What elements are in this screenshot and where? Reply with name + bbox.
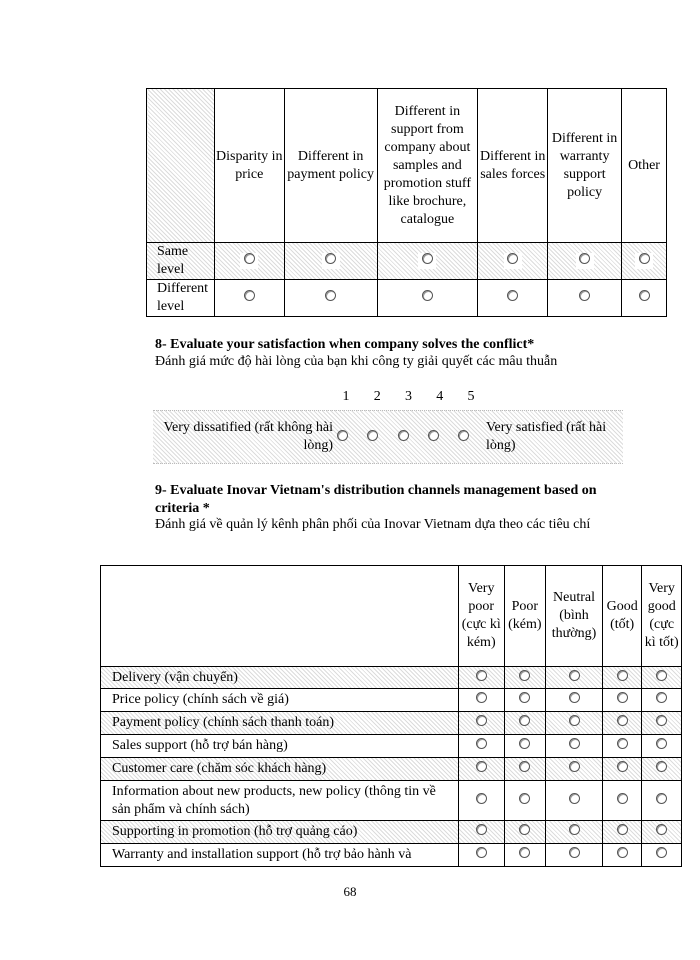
radio-button[interactable] [244,253,255,264]
radio-button[interactable] [569,670,580,681]
scale-label: 5 [467,389,475,404]
radio-button[interactable] [569,738,580,749]
radio-button[interactable] [519,670,530,681]
q8-subtitle: Đánh giá mức độ hài lòng của bạn khi công ty giải quyết các mâu thuẫn [155,354,558,369]
table2-corner [101,566,459,667]
radio-button[interactable] [476,692,487,703]
radio-button[interactable] [476,738,487,749]
radio-button[interactable] [519,847,530,858]
radio-button[interactable] [656,715,667,726]
table1-corner [147,89,215,243]
table-row [101,821,682,844]
criteria-table [100,565,682,867]
radio-button[interactable] [325,290,336,301]
radio-button[interactable] [639,290,650,301]
conflict-type-table [146,88,667,317]
radio-button[interactable] [507,253,518,264]
radio-button[interactable] [422,253,433,264]
table1-col-3: Different in sales forces [478,89,548,243]
radio-button[interactable] [519,793,530,804]
radio-button[interactable] [398,430,409,441]
table2-col-2: Neutral (bình thường) [546,566,603,667]
radio-button[interactable] [656,824,667,835]
table1-col-2: Different in support from company about samples and promotion stuff like brochure, catalogue [377,89,478,243]
row-label: Customer care (chăm sóc khách hàng) [101,758,459,781]
table-row [101,689,682,712]
table-row [147,243,667,280]
radio-button[interactable] [617,793,628,804]
row-label: Different level [147,280,215,317]
table1-col-1: Different in payment policy [284,89,377,243]
radio-button[interactable] [476,761,487,772]
scale-label: 3 [405,389,412,404]
table2-col-3: Good (tốt) [602,566,642,667]
radio-button[interactable] [617,692,628,703]
row-label: Payment policy (chính sách thanh toán) [101,712,459,735]
radio-button[interactable] [617,738,628,749]
scale-label: 2 [373,389,381,404]
radio-button[interactable] [639,253,650,264]
radio-button[interactable] [519,715,530,726]
table-row [101,712,682,735]
radio-button[interactable] [476,847,487,858]
table-row [101,735,682,758]
radio-button[interactable] [569,793,580,804]
table1-col-5: Other [622,89,667,243]
radio-button[interactable] [617,847,628,858]
radio-button[interactable] [656,670,667,681]
row-label: Delivery (vận chuyển) [101,667,459,689]
radio-button[interactable] [476,715,487,726]
radio-button[interactable] [569,761,580,772]
table-row [101,844,682,867]
radio-button[interactable] [569,824,580,835]
radio-button[interactable] [617,761,628,772]
q8-right-label: Very satisfied (rất hài lòng) [486,420,607,453]
radio-button[interactable] [367,430,378,441]
radio-button[interactable] [579,253,590,264]
radio-button[interactable] [507,290,518,301]
radio-button[interactable] [617,715,628,726]
radio-button[interactable] [569,847,580,858]
radio-button[interactable] [476,824,487,835]
radio-button[interactable] [476,670,487,681]
radio-button[interactable] [519,761,530,772]
row-label: Price policy (chính sách về giá) [101,689,459,712]
radio-button[interactable] [656,692,667,703]
q8-radio-group [337,430,469,441]
radio-button[interactable] [428,430,439,441]
radio-button[interactable] [519,824,530,835]
table-row [101,781,682,821]
row-label: Information about new products, new policy (thông tin về sản phẩm và chính sách) [101,781,459,821]
radio-button[interactable] [422,290,433,301]
radio-button[interactable] [519,692,530,703]
row-label: Sales support (hỗ trợ bán hàng) [101,735,459,758]
row-label: Same level [147,243,215,280]
table-row [101,758,682,781]
q8-title: 8- Evaluate your satisfaction when company solves the conflict* [155,337,535,352]
radio-button[interactable] [519,738,530,749]
radio-button[interactable] [656,847,667,858]
row-label: Warranty and installation support (hỗ trợ bảo hành và [101,844,459,867]
page-number: 68 [343,884,357,899]
table2-col-0: Very poor (cực kì kém) [458,566,504,667]
q9-subtitle: Đánh giá về quản lý kênh phân phối của Inovar Vietnam dựa theo các tiêu chí [155,517,591,532]
radio-button[interactable] [244,290,255,301]
radio-button[interactable] [569,715,580,726]
radio-button[interactable] [579,290,590,301]
row-label: Supporting in promotion (hỗ trợ quảng cáo) [101,821,459,844]
table1-col-0: Disparity in price [214,89,284,243]
radio-button[interactable] [569,692,580,703]
radio-button[interactable] [617,824,628,835]
radio-button[interactable] [325,253,336,264]
table2-col-1: Poor (kém) [504,566,546,667]
radio-button[interactable] [656,738,667,749]
q9-title: 9- Evaluate Inovar Vietnam's distribution channels management based on criteria * [155,483,597,516]
radio-button[interactable] [656,761,667,772]
table2-col-4: Very good (cực kì tốt) [642,566,682,667]
q8-left-label: Very dissatified (rất không hài lòng) [163,420,333,453]
scale-label: 4 [436,389,444,404]
q8-scale-row [153,410,623,464]
q8-scale [336,389,481,405]
table1-col-4: Different in warranty support policy [548,89,622,243]
radio-button[interactable] [458,430,469,441]
scale-label: 1 [342,389,350,404]
table-row [147,280,667,317]
radio-button[interactable] [617,670,628,681]
radio-button[interactable] [656,793,667,804]
radio-button[interactable] [476,793,487,804]
radio-button[interactable] [337,430,348,441]
table-row [101,667,682,689]
